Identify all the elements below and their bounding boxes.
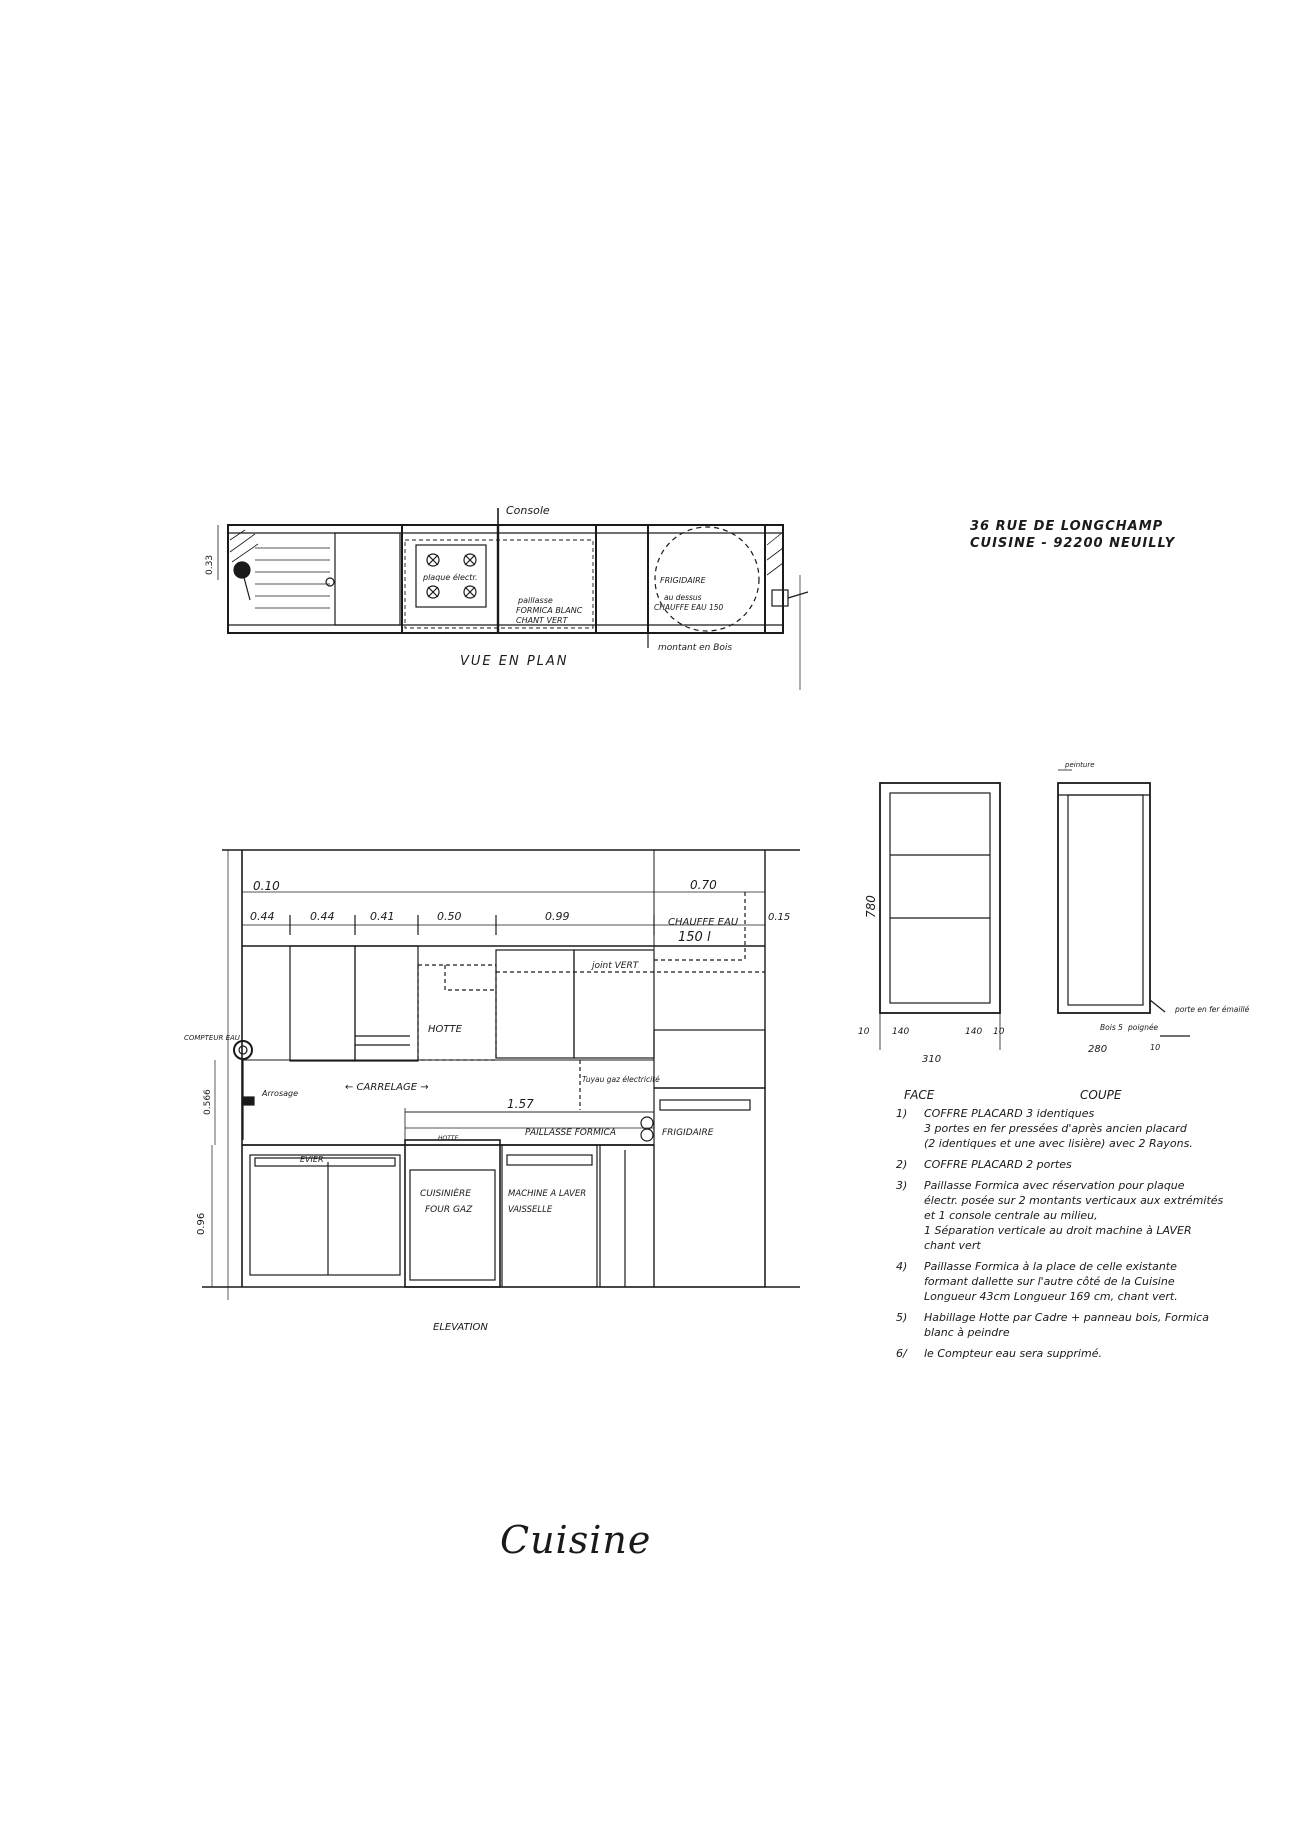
notes-header [880, 1088, 1220, 1106]
peinture-label: peinture [1065, 761, 1095, 769]
elev-dim-044a: 0.44 [250, 910, 275, 923]
notes-list [880, 1088, 1224, 1367]
plan-dim-033: 0.33 [205, 554, 215, 575]
plan-caption: VUE EN PLAN [460, 654, 569, 669]
plan-fridge-sub-1: au dessus [664, 593, 702, 602]
montant-label: montant en Bois [658, 643, 733, 653]
note-5: 5) Habillage Hotte par Cadre + panneau bois, Formica blanc à peindre [896, 1311, 1209, 1339]
elev-dim-157: 1.57 [507, 1097, 534, 1111]
plaque-label: plaque électr. [423, 573, 478, 582]
handwritten-title: Cuisine [500, 1518, 652, 1562]
address-city: CUISINE - 92200 NEUILLY [970, 536, 1176, 551]
note-6: 6/ le Compteur eau sera supprimé. [896, 1347, 1102, 1360]
porte-note: porte en fer émaillé [1175, 1005, 1250, 1014]
frigidaire-label: FRIGIDAIRE [662, 1128, 714, 1138]
paillasse-label-3: CHANT VERT [516, 616, 568, 625]
elev-dim-041: 0.41 [370, 910, 395, 923]
chauffe-eau-label-2: 150 l [678, 930, 711, 945]
note-2: 2) COFFRE PLACARD 2 portes [896, 1158, 1072, 1171]
cuisiniere-label-1: CUISINIÈRE [420, 1189, 471, 1199]
elevation-view [184, 850, 800, 1333]
face-dim-140b: 140 [965, 1027, 983, 1037]
compteur-label: COMPTEUR EAU [184, 1034, 240, 1042]
machine-label-2: VAISSELLE [508, 1205, 553, 1215]
chauffe-eau-label-1: CHAUFFE EAU [668, 917, 739, 928]
plan-wall-hatch [230, 530, 258, 562]
plan-sink [234, 533, 400, 625]
plan-fridge-label: FRIGIDAIRE [660, 576, 706, 585]
address-street: 36 RUE DE LONGCHAMP [970, 519, 1164, 534]
console-label: Console [506, 504, 550, 517]
elev-dim-0566: 0.566 [203, 1089, 213, 1115]
elev-dim-096: 0.96 [196, 1212, 207, 1235]
cuisiniere-label-2: FOUR GAZ [425, 1205, 473, 1215]
coupe-total-dim: 280 [1088, 1044, 1108, 1055]
note-4: 4) Paillasse Formica à la place de celle existante formant dallette sur l'autre côté de la Cuisine Longueur 43cm Longueur 169 cm, chant vert. [896, 1260, 1178, 1303]
paillasse-label-1: paillasse [518, 596, 553, 605]
machine-label-1: MACHINE A LAVER [508, 1189, 587, 1199]
elev-dim-010: 0.10 [253, 879, 280, 893]
evier-label: EVIER [300, 1155, 324, 1164]
coupe-10-dim: 10 [1150, 1043, 1161, 1052]
face-dim-10b: 10 [993, 1027, 1005, 1037]
face-label: FACE [904, 1088, 935, 1102]
paillasse-label-2: FORMICA BLANC [516, 606, 583, 615]
cabinet-height-dim: 780 [864, 895, 878, 918]
paillasse-label: PAILLASSE FORMICA [525, 1128, 617, 1138]
plan-view [205, 504, 808, 690]
cabinet-detail [858, 761, 1250, 1065]
elev-dim-070: 0.70 [690, 878, 717, 892]
elev-dim-050: 0.50 [437, 910, 462, 923]
elev-dim-099: 0.99 [545, 910, 570, 923]
coupe-bois-label: Bois 5 [1100, 1023, 1123, 1032]
plan-fridge-sub-2: CHAUFFE EAU 150 [654, 603, 724, 612]
hotte-small-label: HOTTE [438, 1135, 459, 1142]
carrelage-label: ← CARRELAGE → [345, 1082, 429, 1093]
tuyau-label: Tuyau gaz électricité [582, 1075, 660, 1084]
coupe-poignee-label: poignée [1128, 1023, 1159, 1032]
coupe-label: COUPE [1080, 1088, 1122, 1102]
hotte-label: HOTTE [428, 1024, 462, 1035]
plan-wall-hatch-right [767, 532, 783, 575]
note-3: 3) Paillasse Formica avec réservation pour plaque électr. posée sur 2 montants verticaux aux extrémités et 1 console centrale au milieu, 1 Séparation verticale au droit machine à LAVER chant vert [896, 1179, 1224, 1252]
joint-label: joint VERT [592, 961, 639, 971]
elev-dim-015: 0.15 [768, 912, 791, 923]
note-1: 1) COFFRE PLACARD 3 identiques 3 portes en fer pressées d'après ancien placard (2 identiques et une avec lisière) avec 2 Rayons. [896, 1107, 1193, 1150]
arrosage-label: Arrosage [262, 1089, 299, 1098]
face-total-dim: 310 [922, 1054, 942, 1065]
elev-dim-044b: 0.44 [310, 910, 335, 923]
face-dim-10: 10 [858, 1027, 870, 1037]
elevation-caption: ELEVATION [433, 1322, 488, 1333]
face-dim-140a: 140 [892, 1027, 910, 1037]
